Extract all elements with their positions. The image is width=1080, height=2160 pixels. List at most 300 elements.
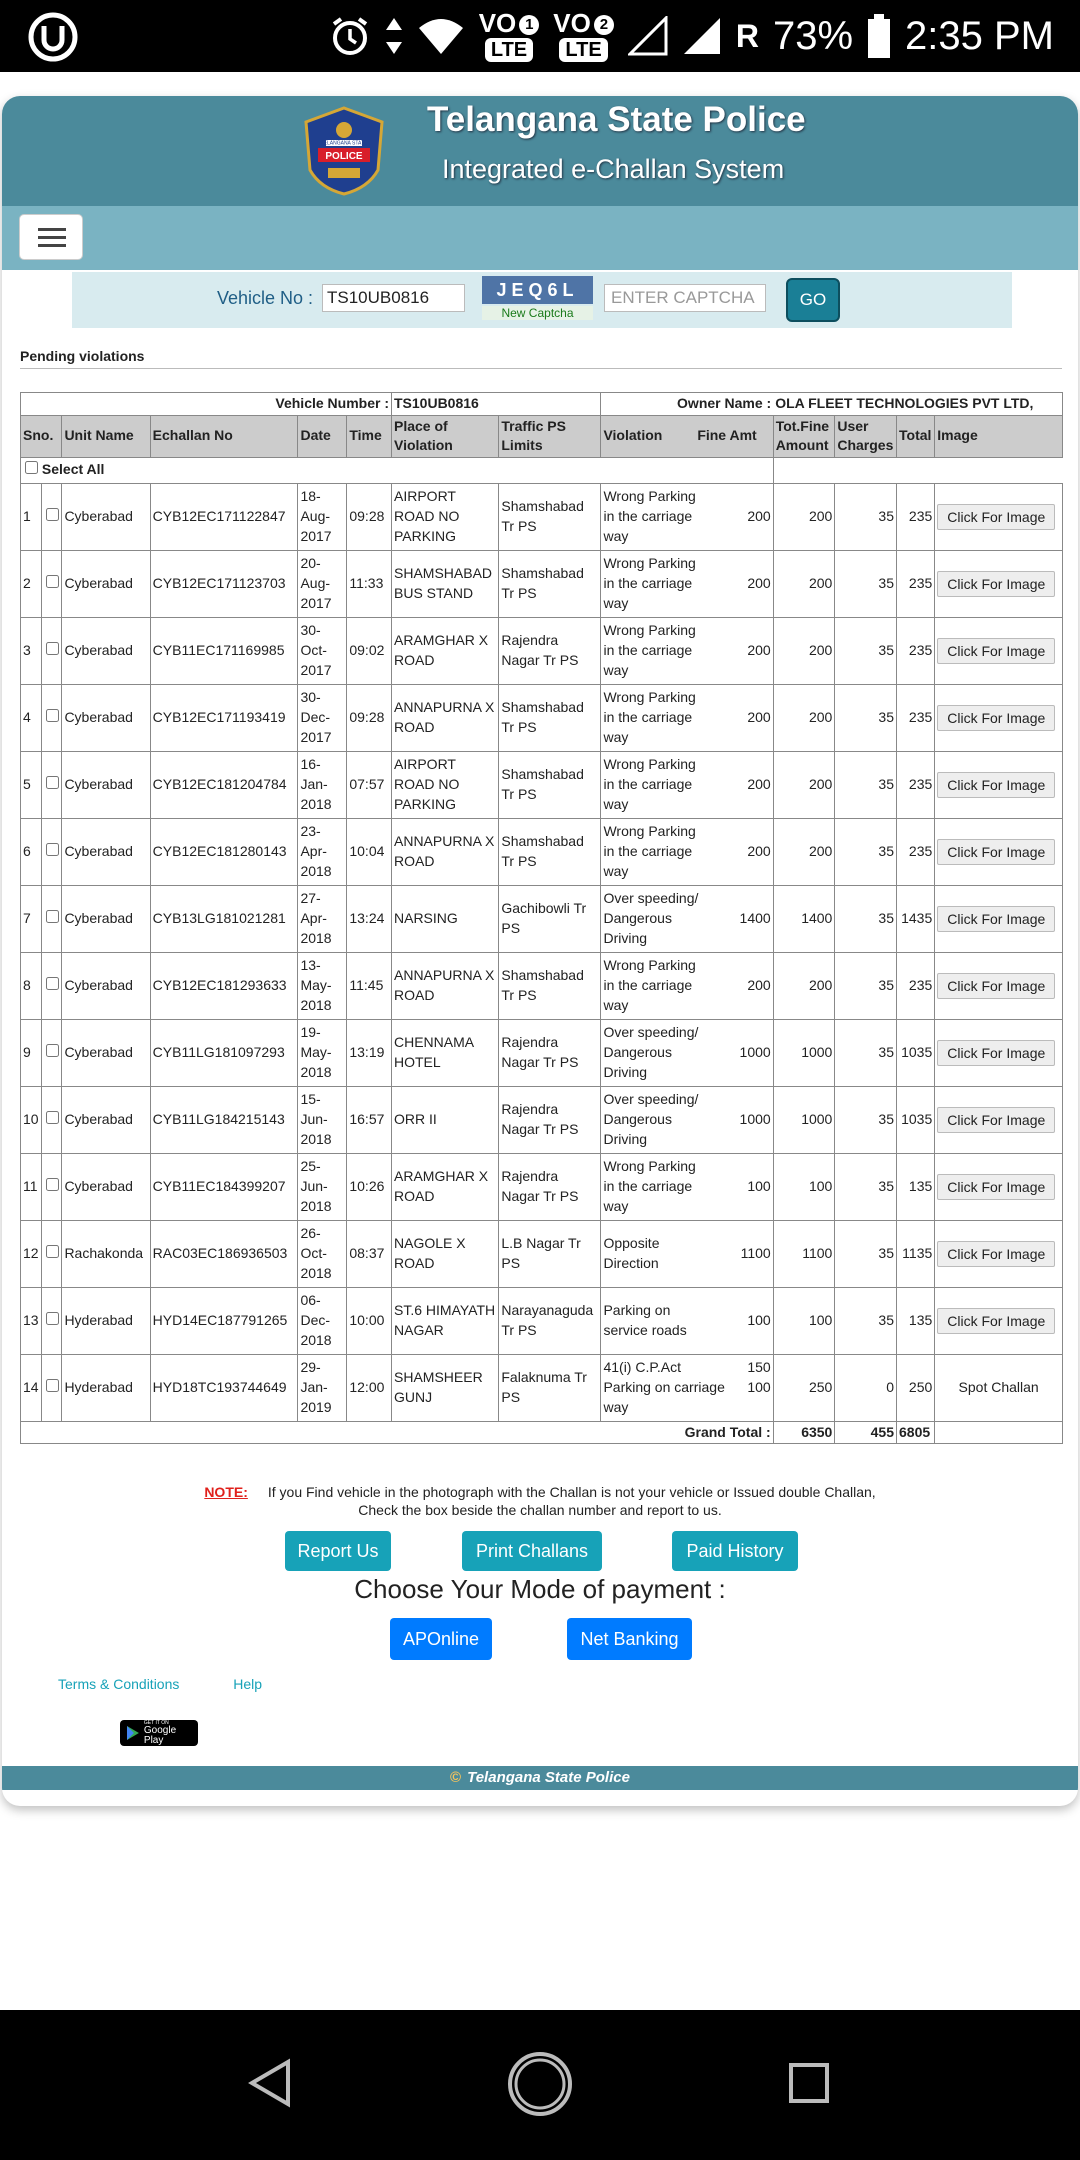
row-violation: Wrong Parking in the carriage way: [601, 684, 711, 751]
row-echallan: RAC03EC186936503: [150, 1220, 298, 1287]
row-fine: 200: [710, 684, 773, 751]
row-sno: 1: [21, 483, 42, 550]
table-row: [21, 818, 1063, 885]
row-checkbox[interactable]: [46, 1245, 59, 1258]
print-challans-button[interactable]: Print Challans: [462, 1531, 602, 1571]
row-image: [935, 1153, 1063, 1220]
alarm-icon: [329, 15, 371, 57]
row-fine: 1400: [710, 885, 773, 952]
note: [2, 1484, 1078, 1518]
row-user-charges: 35: [835, 751, 897, 818]
row-time: 07:57: [347, 751, 392, 818]
row-sno: 9: [21, 1019, 42, 1086]
row-tot-fine: 1400: [773, 885, 835, 952]
row-sno: 6: [21, 818, 42, 885]
search-bar: [72, 272, 1012, 328]
click-for-image-button[interactable]: Click For Image: [937, 1107, 1055, 1133]
page-card: [2, 96, 1078, 1806]
row-select: [42, 952, 62, 1019]
row-echallan: CYB13LG181021281: [150, 885, 298, 952]
row-ps: Rajendra Nagar Tr PS: [499, 1086, 601, 1153]
row-date: 06-Dec-2018: [298, 1287, 347, 1354]
row-ps: Shamshabad Tr PS: [499, 751, 601, 818]
row-echallan: CYB12EC181204784: [150, 751, 298, 818]
row-sno: 7: [21, 885, 42, 952]
row-user-charges: 35: [835, 1019, 897, 1086]
table-row: [21, 1287, 1063, 1354]
row-fine: 200: [710, 617, 773, 684]
row-tot-fine: 200: [773, 684, 835, 751]
row-checkbox[interactable]: [46, 1312, 59, 1325]
row-time: 11:45: [347, 952, 392, 1019]
row-checkbox[interactable]: [46, 575, 59, 588]
row-total: 235: [897, 751, 935, 818]
click-for-image-button[interactable]: Click For Image: [937, 705, 1055, 731]
row-violation: Over speeding/ Dangerous Driving: [601, 1019, 711, 1086]
row-violation: Wrong Parking in the carriage way: [601, 952, 711, 1019]
row-time: 16:57: [347, 1086, 392, 1153]
site-title: Telangana State Police: [427, 100, 806, 139]
row-tot-fine: 250: [773, 1354, 835, 1421]
row-time: 09:02: [347, 617, 392, 684]
col-echallan: Echallan No: [150, 415, 298, 457]
row-ps: Narayanaguda Tr PS: [499, 1287, 601, 1354]
vehicle-number-value: TS10UB0816: [392, 393, 601, 416]
click-for-image-button[interactable]: Click For Image: [937, 839, 1055, 865]
row-echallan: CYB12EC181293633: [150, 952, 298, 1019]
row-image: [935, 684, 1063, 751]
captcha-input[interactable]: [604, 284, 766, 312]
row-image: [935, 617, 1063, 684]
row-tot-fine: 200: [773, 952, 835, 1019]
row-ps: Shamshabad Tr PS: [499, 952, 601, 1019]
row-violation: Opposite Direction: [601, 1220, 711, 1287]
violations-table: [20, 392, 1063, 1444]
row-place: SHAMSHABAD BUS STAND: [392, 550, 499, 617]
row-ps: Rajendra Nagar Tr PS: [499, 617, 601, 684]
row-total: 250: [897, 1354, 935, 1421]
click-for-image-button[interactable]: Click For Image: [937, 1040, 1055, 1066]
row-select: [42, 1019, 62, 1086]
table-row: [21, 483, 1063, 550]
row-unit: Cyberabad: [62, 952, 150, 1019]
click-for-image-button[interactable]: Click For Image: [937, 906, 1055, 932]
empty-cell: [935, 1421, 1063, 1444]
row-date: 20-Aug-2017: [298, 550, 347, 617]
table-row: [21, 684, 1063, 751]
row-user-charges: 35: [835, 1153, 897, 1220]
menu-line-icon: [38, 244, 66, 247]
row-sno: 12: [21, 1220, 42, 1287]
select-all-row: [21, 457, 1063, 483]
row-tot-fine: 200: [773, 818, 835, 885]
signal-icon-2: [682, 16, 722, 56]
row-time: 10:04: [347, 818, 392, 885]
battery-icon: [867, 13, 891, 59]
row-tot-fine: 1000: [773, 1019, 835, 1086]
table-row: [21, 1086, 1063, 1153]
row-violation: Over speeding/ Dangerous Driving: [601, 1086, 711, 1153]
row-date: 26-Oct-2018: [298, 1220, 347, 1287]
row-echallan: HYD18TC193744649: [150, 1354, 298, 1421]
hamburger-menu-button[interactable]: [19, 214, 83, 260]
row-place: ANNAPURNA X ROAD: [392, 952, 499, 1019]
row-ps: Rajendra Nagar Tr PS: [499, 1153, 601, 1220]
row-place: NARSING: [392, 885, 499, 952]
click-for-image-button[interactable]: Click For Image: [937, 504, 1055, 530]
row-total: 235: [897, 818, 935, 885]
row-unit: Cyberabad: [62, 617, 150, 684]
row-fine: 100: [710, 1153, 773, 1220]
site-subtitle: Integrated e-Challan System: [442, 154, 785, 184]
row-time: 08:37: [347, 1220, 392, 1287]
new-captcha-link[interactable]: New Captcha: [482, 306, 593, 320]
row-tot-fine: 100: [773, 1287, 835, 1354]
empty-cell: [773, 457, 1062, 483]
row-select: [42, 751, 62, 818]
row-select: [42, 818, 62, 885]
row-total: 1035: [897, 1086, 935, 1153]
row-unit: Cyberabad: [62, 550, 150, 617]
back-icon[interactable]: [248, 2058, 292, 2108]
table-row: [21, 617, 1063, 684]
divider: [20, 368, 1062, 369]
menu-line-icon: [38, 228, 66, 231]
row-date: 18-Aug-2017: [298, 483, 347, 550]
row-date: 15-Jun-2018: [298, 1086, 347, 1153]
row-time: 09:28: [347, 483, 392, 550]
row-place: SHAMSHEER GUNJ: [392, 1354, 499, 1421]
row-place: ARAMGHAR X ROAD: [392, 1153, 499, 1220]
row-violation: Wrong Parking in the carriage way: [601, 550, 711, 617]
grand-total-label: Grand Total :: [21, 1421, 774, 1444]
row-image: [935, 1287, 1063, 1354]
row-tot-fine: 200: [773, 483, 835, 550]
row-ps: Gachibowli Tr PS: [499, 885, 601, 952]
row-checkbox[interactable]: [46, 642, 59, 655]
row-unit: Cyberabad: [62, 885, 150, 952]
row-date: 29-Jan-2019: [298, 1354, 347, 1421]
col-violation-fine: Violation Fine Amt: [601, 415, 773, 457]
gplay-get-it-on: GET IT ON: [143, 1719, 169, 1726]
site-header: [2, 96, 1078, 206]
row-fine: 1100: [710, 1220, 773, 1287]
row-place: ANNAPURNA X ROAD: [392, 684, 499, 751]
row-select: [42, 483, 62, 550]
row-time: 11:33: [347, 550, 392, 617]
data-arrows-icon: [385, 16, 403, 56]
row-place: ORR II: [392, 1086, 499, 1153]
row-total: 1035: [897, 1019, 935, 1086]
row-checkbox[interactable]: [46, 1379, 59, 1392]
help-link[interactable]: Help: [233, 1676, 263, 1692]
row-echallan: CYB11EC184399207: [150, 1153, 298, 1220]
volte-sim2: VO 2 LTE: [553, 10, 614, 62]
row-total: 235: [897, 952, 935, 1019]
select-all-label: Select All: [41, 461, 105, 478]
row-unit: Cyberabad: [62, 751, 150, 818]
row-checkbox[interactable]: [46, 843, 59, 856]
row-checkbox[interactable]: [46, 1044, 59, 1057]
row-user-charges: 35: [835, 617, 897, 684]
row-select: [42, 1086, 62, 1153]
row-total: 1135: [897, 1220, 935, 1287]
row-sno: 2: [21, 550, 42, 617]
row-time: 10:00: [347, 1287, 392, 1354]
home-icon[interactable]: [506, 2050, 574, 2118]
col-ps: Traffic PS Limits: [499, 415, 601, 457]
note-line-1: If you Find vehicle in the photograph with the Challan is not your vehicle or Issued double Challan,: [267, 1484, 876, 1500]
row-violation: Wrong Parking in the carriage way: [601, 617, 711, 684]
row-tot-fine: 1000: [773, 1086, 835, 1153]
row-echallan: CYB12EC181280143: [150, 818, 298, 885]
logo-badge: POLICE: [325, 151, 363, 162]
row-tot-fine: 200: [773, 751, 835, 818]
vehicle-owner-row: [21, 393, 1063, 416]
vehicle-number-label: Vehicle Number :: [21, 393, 392, 416]
row-sno: 3: [21, 617, 42, 684]
grand-total: 6805: [897, 1421, 935, 1444]
aponline-button[interactable]: APOnline: [390, 1618, 492, 1660]
row-fine: 100: [710, 1287, 773, 1354]
row-checkbox[interactable]: [46, 508, 59, 521]
table-header-row: [21, 415, 1063, 457]
row-fine: 200: [710, 952, 773, 1019]
row-place: ANNAPURNA X ROAD: [392, 818, 499, 885]
copyright-text: Telangana State Police: [467, 1769, 630, 1786]
row-unit: Rachakonda: [62, 1220, 150, 1287]
row-image: [935, 1220, 1063, 1287]
row-echallan: CYB11LG184215143: [150, 1086, 298, 1153]
violation-rows: [21, 483, 1063, 1421]
row-select: [42, 1220, 62, 1287]
col-date: Date: [298, 415, 347, 457]
row-checkbox[interactable]: [46, 910, 59, 923]
gplay-label: Google Play: [143, 1724, 177, 1746]
col-tot-fine: Tot.Fine Amount: [773, 415, 835, 457]
note-line-2: Check the box beside the challan number and report to us.: [358, 1502, 722, 1518]
col-unit: Unit Name: [62, 415, 150, 457]
row-select: [42, 550, 62, 617]
web-page: [0, 96, 1080, 1808]
status-bar: [0, 0, 1080, 72]
row-select: [42, 1153, 62, 1220]
row-select: [42, 684, 62, 751]
col-sno: Sno.: [21, 415, 62, 457]
click-for-image-button[interactable]: Click For Image: [937, 571, 1055, 597]
captcha-image: JEQ6L: [482, 276, 593, 304]
row-image: [935, 751, 1063, 818]
vehicle-no-label: Vehicle No :: [217, 288, 314, 308]
vehicle-no-input[interactable]: [322, 284, 465, 312]
row-unit: Cyberabad: [62, 684, 150, 751]
row-select: [42, 1354, 62, 1421]
note-label: NOTE:: [204, 1484, 248, 1500]
row-place: ARAMGHAR X ROAD: [392, 617, 499, 684]
row-echallan: CYB12EC171122847: [150, 483, 298, 550]
spot-challan-label: Spot Challan: [958, 1378, 1039, 1395]
logo-text: TELANGANA STATE: [320, 140, 368, 147]
row-image: [935, 885, 1063, 952]
row-violation: Wrong Parking in the carriage way: [601, 818, 711, 885]
row-user-charges: 35: [835, 885, 897, 952]
row-total: 135: [897, 1287, 935, 1354]
row-ps: L.B Nagar Tr PS: [499, 1220, 601, 1287]
row-place: CHENNAMA HOTEL: [392, 1019, 499, 1086]
row-unit: Hyderabad: [62, 1287, 150, 1354]
row-echallan: HYD14EC187791265: [150, 1287, 298, 1354]
wifi-icon: [417, 16, 465, 56]
row-total: 235: [897, 550, 935, 617]
row-user-charges: 35: [835, 1287, 897, 1354]
row-fine: 200: [710, 550, 773, 617]
row-fine: 1000: [710, 1086, 773, 1153]
row-violation: Parking on service roads: [601, 1287, 711, 1354]
click-for-image-button[interactable]: Click For Image: [937, 1308, 1055, 1334]
footer-links: [58, 1676, 312, 1692]
row-violation: Wrong Parking in the carriage way: [601, 483, 711, 550]
row-tot-fine: 1100: [773, 1220, 835, 1287]
row-image: [935, 483, 1063, 550]
row-image: [935, 818, 1063, 885]
paid-history-button[interactable]: Paid History: [672, 1531, 798, 1571]
row-total: 135: [897, 1153, 935, 1220]
roaming-indicator: R: [735, 17, 759, 54]
row-ps: Shamshabad Tr PS: [499, 550, 601, 617]
row-sno: 8: [21, 952, 42, 1019]
row-fine: 200: [710, 483, 773, 550]
row-checkbox[interactable]: [46, 1178, 59, 1191]
row-date: 16-Jan-2018: [298, 751, 347, 818]
row-checkbox[interactable]: [46, 977, 59, 990]
row-user-charges: 35: [835, 1220, 897, 1287]
row-image: [935, 550, 1063, 617]
android-nav-bar: [0, 2010, 1080, 2160]
row-image: [935, 952, 1063, 1019]
nav-bar: [2, 206, 1078, 270]
row-echallan: CYB12EC171193419: [150, 684, 298, 751]
col-user-charges: User Charges: [835, 415, 897, 457]
utorrent-icon: [28, 12, 78, 62]
click-for-image-button[interactable]: Click For Image: [937, 1174, 1055, 1200]
row-total: 235: [897, 483, 935, 550]
click-for-image-button[interactable]: Click For Image: [937, 1241, 1055, 1267]
row-total: 235: [897, 684, 935, 751]
row-date: 23-Apr-2018: [298, 818, 347, 885]
row-image: [935, 1019, 1063, 1086]
row-date: 27-Apr-2018: [298, 885, 347, 952]
row-sno: 13: [21, 1287, 42, 1354]
row-fine: 200: [710, 818, 773, 885]
table-row: [21, 751, 1063, 818]
row-date: 13-May-2018: [298, 952, 347, 1019]
row-echallan: CYB11LG181097293: [150, 1019, 298, 1086]
terms-link[interactable]: Terms & Conditions: [58, 1676, 180, 1692]
signal-icon: [628, 16, 668, 56]
table-row: [21, 952, 1063, 1019]
row-time: 13:24: [347, 885, 392, 952]
row-checkbox[interactable]: [46, 709, 59, 722]
col-place: Place of Violation: [392, 415, 499, 457]
row-unit: Hyderabad: [62, 1354, 150, 1421]
table-row: [21, 1354, 1063, 1421]
row-ps: Shamshabad Tr PS: [499, 818, 601, 885]
row-echallan: CYB12EC171123703: [150, 550, 298, 617]
row-user-charges: 35: [835, 483, 897, 550]
row-violation: Wrong Parking in the carriage way: [601, 751, 711, 818]
click-for-image-button[interactable]: Click For Image: [937, 638, 1055, 664]
row-image: [935, 1354, 1063, 1421]
owner-name-label: Owner Name :: [601, 393, 773, 416]
row-unit: Cyberabad: [62, 818, 150, 885]
grand-total-row: [21, 1421, 1063, 1444]
row-place: NAGOLE X ROAD: [392, 1220, 499, 1287]
report-us-button[interactable]: Report Us: [285, 1531, 391, 1571]
row-unit: Cyberabad: [62, 1153, 150, 1220]
row-sno: 11: [21, 1153, 42, 1220]
row-place: AIRPORT ROAD NO PARKING: [392, 483, 499, 550]
google-play-badge[interactable]: [120, 1720, 198, 1746]
net-banking-button[interactable]: Net Banking: [567, 1618, 692, 1660]
clock: 2:35 PM: [905, 13, 1054, 58]
table-row: [21, 1220, 1063, 1287]
row-select: [42, 1287, 62, 1354]
select-all-checkbox[interactable]: [25, 461, 38, 474]
row-sno: 5: [21, 751, 42, 818]
click-for-image-button[interactable]: Click For Image: [937, 973, 1055, 999]
row-date: 19-May-2018: [298, 1019, 347, 1086]
row-fine: 200: [710, 751, 773, 818]
row-sno: 14: [21, 1354, 42, 1421]
row-checkbox[interactable]: [46, 1111, 59, 1124]
row-date: 25-Jun-2018: [298, 1153, 347, 1220]
row-fine: 1000: [710, 1019, 773, 1086]
row-time: 13:19: [347, 1019, 392, 1086]
go-button[interactable]: GO: [786, 278, 840, 322]
play-store-icon: [126, 1725, 140, 1741]
payment-mode-title: Choose Your Mode of payment :: [354, 1574, 726, 1604]
row-checkbox[interactable]: [46, 776, 59, 789]
row-image: [935, 1086, 1063, 1153]
row-select: [42, 617, 62, 684]
owner-name-value: OLA FLEET TECHNOLOGIES PVT LTD,: [773, 393, 1062, 416]
click-for-image-button[interactable]: Click For Image: [937, 772, 1055, 798]
volte-sim1: VO 1 LTE: [479, 10, 540, 62]
copyright-symbol: ©: [450, 1769, 462, 1786]
row-total: 235: [897, 617, 935, 684]
table-row: [21, 550, 1063, 617]
row-date: 30-Oct-2017: [298, 617, 347, 684]
row-sno: 4: [21, 684, 42, 751]
row-echallan: CYB11EC171169985: [150, 617, 298, 684]
row-unit: Cyberabad: [62, 483, 150, 550]
select-all-cell: [21, 457, 774, 483]
recents-icon[interactable]: [788, 2062, 830, 2104]
captcha: [482, 276, 593, 324]
row-unit: Cyberabad: [62, 1019, 150, 1086]
row-select: [42, 885, 62, 952]
police-logo: [298, 104, 390, 198]
menu-line-icon: [38, 236, 66, 239]
row-ps: Falaknuma Tr PS: [499, 1354, 601, 1421]
row-user-charges: 35: [835, 952, 897, 1019]
col-total: Total: [897, 415, 935, 457]
row-tot-fine: 200: [773, 617, 835, 684]
table-row: [21, 1153, 1063, 1220]
row-ps: Rajendra Nagar Tr PS: [499, 1019, 601, 1086]
row-violation: Wrong Parking in the carriage way: [601, 1153, 711, 1220]
row-violations: 41(i) C.P.Act 150 Parking on carriage way 100: [601, 1354, 773, 1421]
